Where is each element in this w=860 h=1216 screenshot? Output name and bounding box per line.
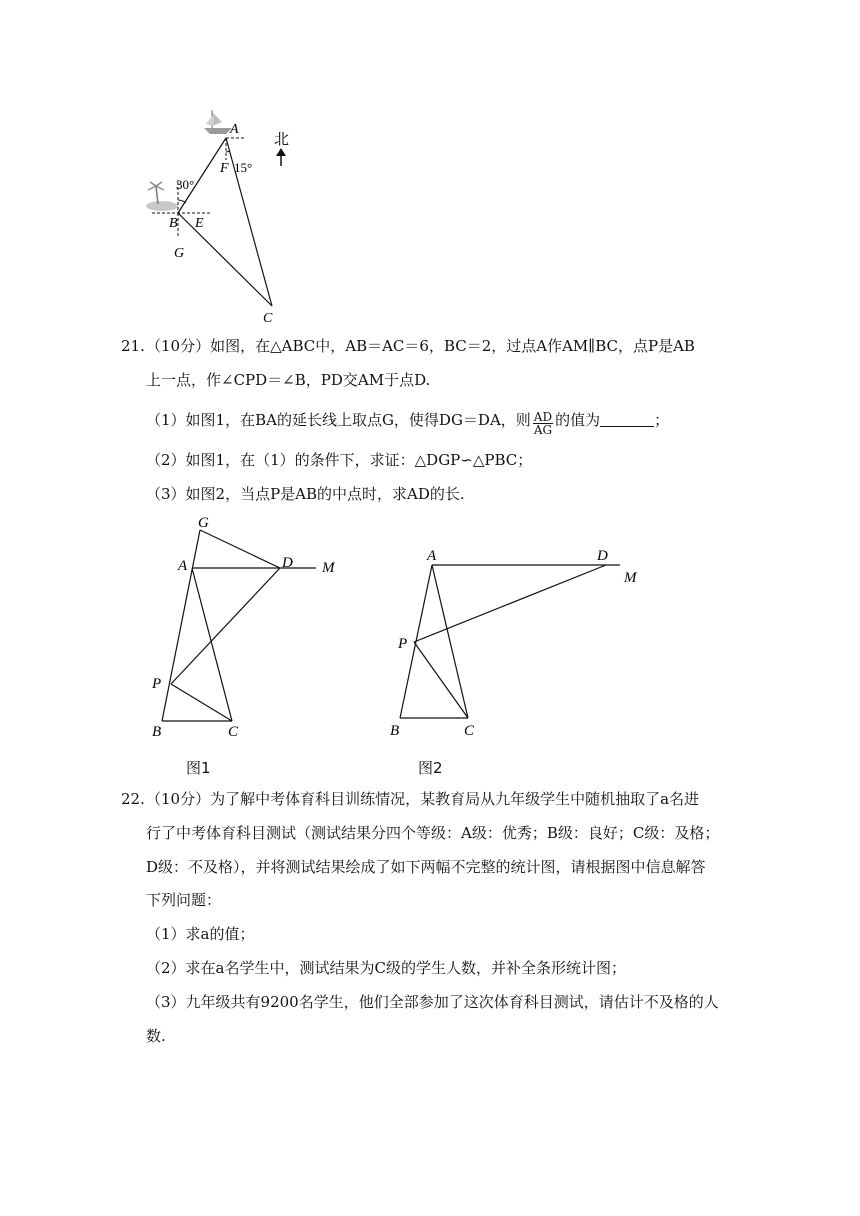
q22-line2: 行了中考体育科目测试（测试结果分四个等级：A级：优秀；B级：良好；C级：及格；: [146, 824, 720, 842]
island-icon: [146, 182, 178, 211]
fig2-label-P: P: [398, 636, 408, 652]
label-A: A: [230, 122, 239, 137]
q21-line1: （10分）如图，在△ABC中，AB＝AC＝6，BC＝2，过点A作AM∥BC，点P是AB: [146, 337, 695, 355]
q22-part1: （1）求a的值；: [146, 925, 255, 943]
label-F: F: [220, 161, 229, 176]
fraction-numerator: AD: [533, 410, 553, 424]
angle-30: 30°: [176, 177, 195, 192]
q22-line4: 下列问题：: [146, 891, 222, 909]
q21-part1: [146, 410, 669, 436]
north-label: 北: [274, 132, 290, 148]
q21-part1-post: 的值为: [555, 411, 601, 429]
fig2-label-A: A: [427, 548, 437, 564]
label-B: B: [169, 216, 178, 231]
fig1-label-C: C: [228, 724, 239, 740]
fig2-label-B: B: [390, 723, 400, 739]
q21-part2: （2）如图1，在（1）的条件下，求证：△DGP∽△PBC；: [146, 451, 533, 469]
q21-part1-end: ；: [654, 411, 670, 429]
fig1-label-B: B: [152, 724, 162, 740]
q22-part3-line1: （3）九年级共有9200名学生，他们全部参加了这次体育科目测试，请估计不及格的人: [146, 993, 719, 1011]
q21-line2: 上一点，作∠CPD＝∠B，PD交AM于点D.: [146, 371, 431, 389]
q22-part2: （2）求在a名学生中，测试结果为C级的学生人数，并补全条形统计图；: [146, 959, 626, 977]
fraction-denominator: AG: [533, 423, 553, 437]
fig2-label-M: M: [624, 570, 637, 586]
label-C: C: [263, 311, 273, 326]
fig1-label-G: G: [198, 515, 209, 531]
fraction-ad-ag: [533, 411, 553, 436]
label-G: G: [174, 246, 185, 261]
figure-2: [384, 540, 654, 740]
fig2-caption: 图2: [418, 759, 443, 777]
fig1-label-P: P: [152, 676, 162, 692]
fig2-label-D: D: [597, 548, 608, 564]
fig1-label-A: A: [178, 558, 188, 574]
label-E: E: [195, 216, 204, 231]
q21-number: 21.: [121, 337, 145, 355]
q22-line1: （10分）为了解中考体育科目训练情况，某教育局从九年级学生中随机抽取了a名进: [146, 790, 700, 808]
fig1-caption: 图1: [186, 759, 211, 777]
answer-blank[interactable]: [600, 412, 654, 427]
q22-part3-line2: 数.: [146, 1027, 166, 1045]
q22-number: 22.: [121, 790, 145, 808]
figure-ship-island: [140, 100, 310, 330]
q21-part3: （3）如图2，当点P是AB的中点时，求AD的长.: [146, 485, 465, 503]
fig2-label-C: C: [464, 723, 475, 739]
fig1-label-D: D: [282, 555, 293, 571]
q21-part1-pre: （1）如图1，在BA的延长线上取点G，使得DG＝DA，则: [146, 411, 531, 429]
q22-line3: D级：不及格），并将测试结果绘成了如下两幅不完整的统计图，请根据图中信息解答: [146, 858, 706, 876]
fig1-label-M: M: [322, 560, 335, 576]
figure-1: [140, 510, 360, 740]
boat-icon: [204, 110, 232, 134]
angle-15: 15°: [234, 160, 253, 175]
